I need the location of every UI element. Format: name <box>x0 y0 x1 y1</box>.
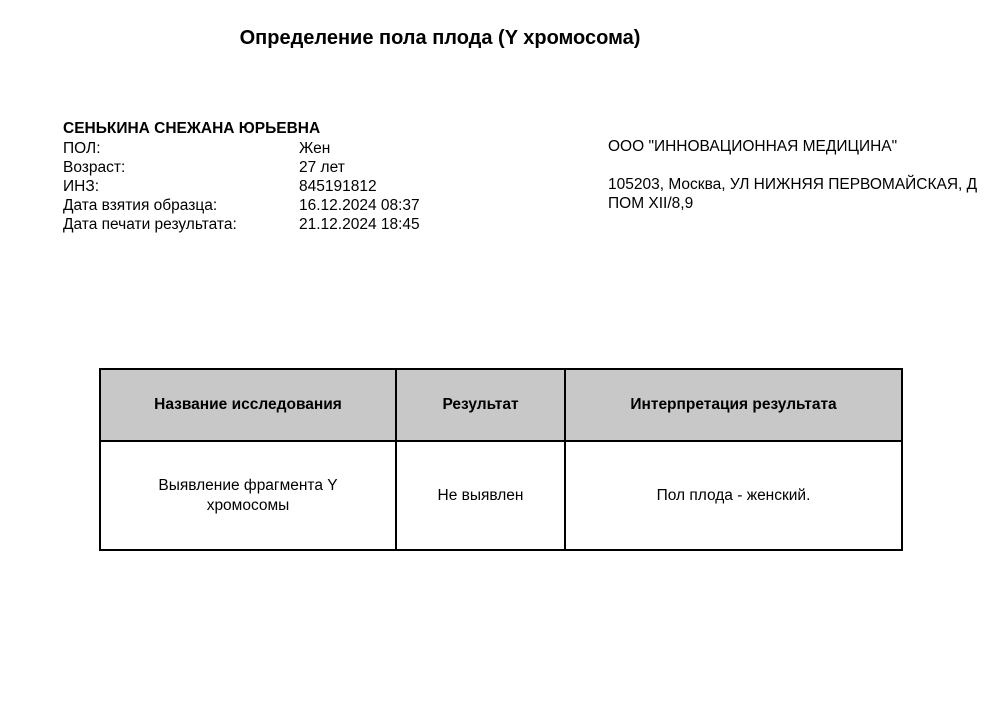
results-table <box>99 368 903 551</box>
patient-field-print-date <box>63 215 533 234</box>
field-value: Жен <box>299 140 331 157</box>
field-label: Дата взятия образца: <box>63 197 218 214</box>
patient-info-block <box>63 119 533 234</box>
address-line-1: 105203, Москва, УЛ НИЖНЯЯ ПЕРВОМАЙСКАЯ, Д <box>608 176 978 193</box>
field-label: ПОЛ: <box>63 140 101 157</box>
field-label: ИНЗ: <box>63 178 100 195</box>
cell-interpretation: Пол плода - женский. <box>565 441 902 550</box>
patient-field-age <box>63 158 533 177</box>
header-result: Результат <box>396 369 565 441</box>
field-value: 21.12.2024 18:45 <box>299 216 420 233</box>
table-row <box>100 441 902 550</box>
patient-field-inz <box>63 177 533 196</box>
cell-test-name: Выявление фрагмента Y хромосомы <box>100 441 396 550</box>
patient-name: СЕНЬКИНА СНЕЖАНА ЮРЬЕВНА <box>63 120 321 137</box>
header-interpretation: Интерпретация результата <box>565 369 902 441</box>
document-title: Определение пола плода (Y хромосома) <box>239 27 641 49</box>
field-value: 27 лет <box>299 159 345 176</box>
patient-field-sample-date <box>63 196 533 215</box>
field-value: 16.12.2024 08:37 <box>299 197 420 214</box>
organization-name: ООО "ИННОВАЦИОННАЯ МЕДИЦИНА" <box>608 138 898 155</box>
field-value: 845191812 <box>299 178 377 195</box>
address-line-2: ПОМ XII/8,9 <box>608 195 694 212</box>
patient-field-sex <box>63 139 533 158</box>
header-test-name: Название исследования <box>100 369 396 441</box>
organization-block <box>608 137 1000 213</box>
field-label: Возраст: <box>63 159 126 176</box>
organization-address <box>608 175 1000 213</box>
cell-result: Не выявлен <box>396 441 565 550</box>
field-label: Дата печати результата: <box>63 216 237 233</box>
table-header-row <box>100 369 902 441</box>
